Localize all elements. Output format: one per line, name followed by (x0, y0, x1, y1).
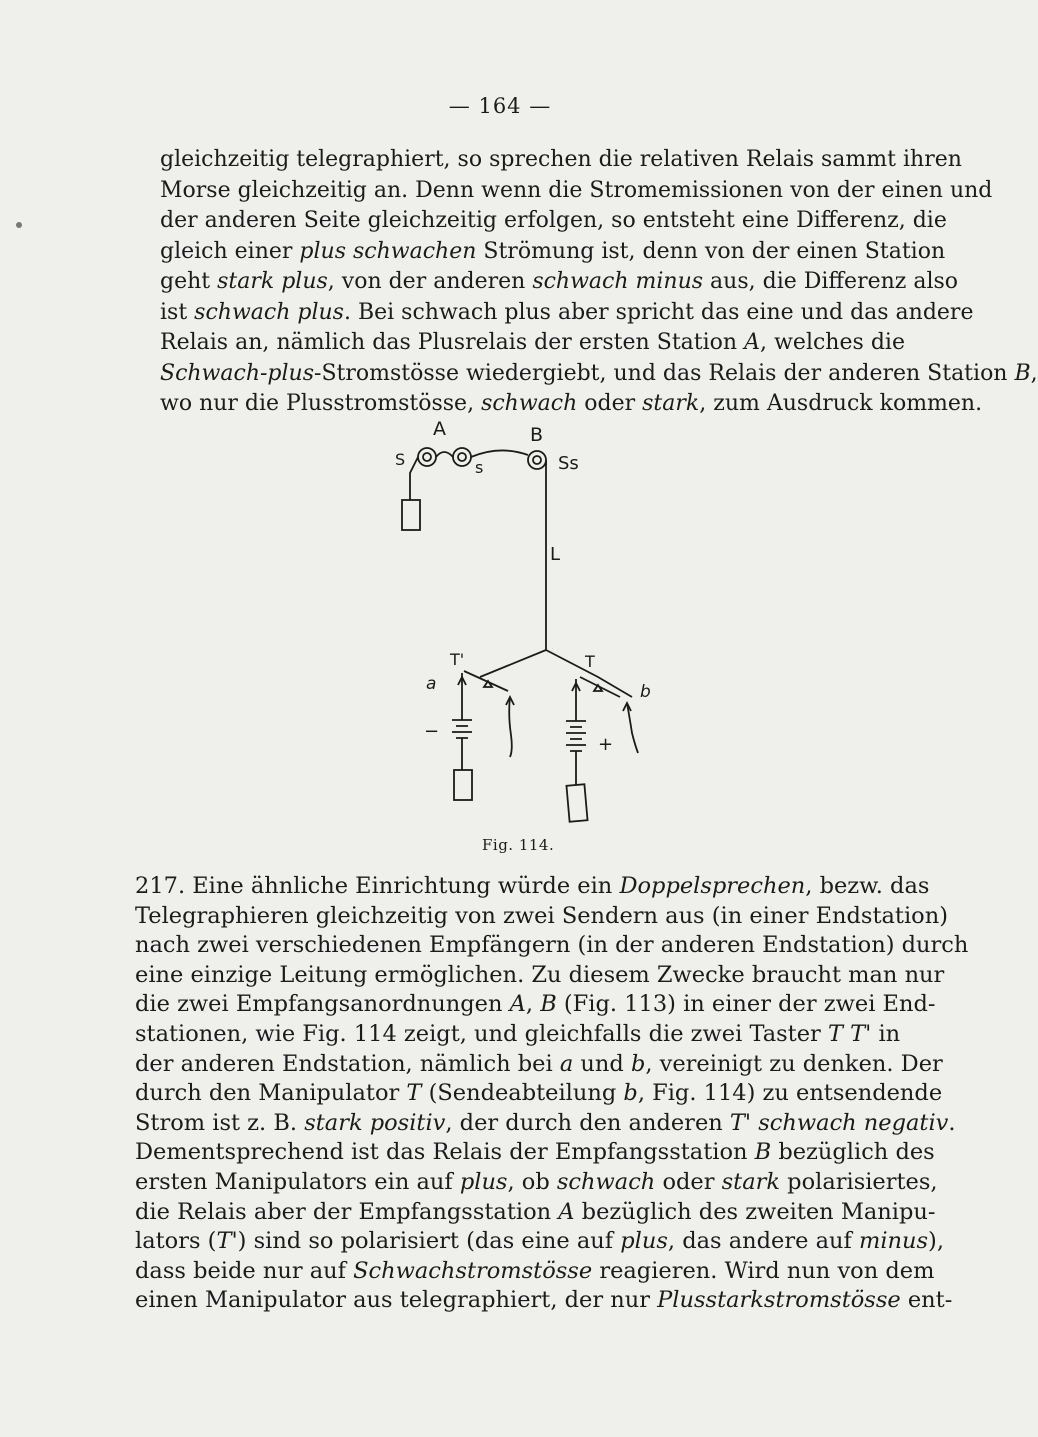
relay-core-3 (533, 456, 541, 464)
page-number: — 164 — (448, 94, 552, 118)
italic-text: A (558, 1198, 575, 1225)
text-segment: durch den Manipulator (135, 1080, 407, 1107)
label-plus: + (598, 734, 614, 755)
label-s: s (475, 458, 484, 477)
text-segment: die zwei Empfangsanordnungen (135, 991, 510, 1018)
text-segment: 217. Eine ähnliche Einrichtung würde ein (135, 873, 620, 899)
text-segment: Dementsprechend ist das Relais der Empfangsstation (135, 1139, 755, 1166)
text-segment: der anderen Endstation, nämlich bei (135, 1050, 560, 1077)
italic-text: A (509, 991, 526, 1018)
text-segment: Strom ist z. B. (135, 1109, 305, 1136)
relay-link (436, 452, 453, 457)
text-line (160, 359, 1038, 390)
text-line (135, 1020, 901, 1050)
text-line (160, 267, 959, 298)
text-segment: und (573, 1050, 631, 1077)
text-segment: lators ( (135, 1228, 217, 1255)
text-segment: dass beide nur auf (135, 1257, 354, 1284)
label-B: B (530, 424, 544, 446)
text-segment: (Fig. 113) in einer der zwei End- (556, 991, 936, 1018)
italic-text: stark plus (217, 269, 328, 294)
text-segment: aus, die Differenz also (703, 269, 959, 294)
label-minus: − (424, 721, 440, 742)
text-line (135, 931, 969, 961)
label-T-prime: T' (450, 650, 465, 669)
label-Ss: Ss (558, 453, 579, 474)
italic-text: T' schwach negativ (729, 1109, 949, 1136)
wire-a (509, 697, 512, 757)
text-segment: gleichzeitig telegraphiert, so sprechen die relativen Relais sammt ihren (160, 147, 962, 172)
text-line (135, 1286, 953, 1316)
margin-speck (16, 222, 22, 228)
italic-text: A (744, 330, 761, 355)
text-line (135, 1198, 936, 1228)
battery-right (566, 721, 586, 751)
text-line (135, 872, 930, 902)
text-segment: , das andere auf (667, 1228, 859, 1255)
top-line (471, 450, 528, 457)
italic-text: B (1014, 360, 1031, 386)
text-segment: ist (160, 299, 195, 325)
text-segment: . Bei schwach plus aber spricht das eine und das andere (343, 299, 974, 325)
text-segment: , welches die (760, 330, 905, 355)
text-line (135, 1227, 944, 1257)
italic-text: plus (620, 1228, 668, 1255)
text-line (135, 1138, 935, 1168)
relay-coil-2 (453, 448, 471, 466)
italic-text: Doppelsprechen (619, 873, 806, 899)
text-segment: oder (655, 1168, 722, 1195)
italic-text: minus (858, 1228, 929, 1255)
italic-text: T T' (827, 1020, 872, 1047)
wire-b (627, 703, 638, 753)
text-line (135, 1257, 935, 1287)
text-segment: , der durch den anderen (445, 1109, 730, 1136)
label-a: a (426, 674, 437, 694)
text-segment: stationen, wie Fig. 114 zeigt, und gleichfalls die zwei Taster (135, 1020, 828, 1047)
italic-text: stark positiv (304, 1109, 446, 1136)
text-segment: eine einzige Leitung ermöglichen. Zu diesem Zwecke braucht man nur (135, 961, 945, 988)
text-segment: reagieren. Wird nun von dem (592, 1257, 935, 1284)
italic-text: b (630, 1050, 646, 1077)
relay-core-1 (423, 453, 431, 461)
text-segment: , (1030, 360, 1038, 386)
text-segment: -Stromstösse wiedergiebt, und das Relais der anderen Station (314, 360, 1015, 386)
text-segment: der anderen Seite gleichzeitig erfolgen, so entsteht eine Differenz, die (160, 208, 947, 233)
italic-text: T' (216, 1228, 238, 1255)
text-segment: ent- (900, 1287, 953, 1314)
text-segment: die Relais aber der Empfangsstation (135, 1198, 559, 1225)
text-line (135, 1109, 956, 1139)
figure-caption: Fig. 114. (482, 836, 555, 854)
text-line (160, 328, 905, 359)
battery-left (452, 720, 472, 738)
text-line (135, 1168, 938, 1198)
italic-text: schwach (556, 1168, 656, 1195)
italic-text: schwach plus (194, 299, 344, 325)
text-segment: ), (928, 1228, 944, 1255)
text-segment: in (871, 1020, 901, 1047)
label-T: T (585, 652, 595, 671)
paragraph-2 (135, 872, 969, 1316)
relay-coil-1 (418, 448, 436, 466)
relay-core-2 (458, 453, 466, 461)
italic-text: Schwachstromstösse (353, 1257, 593, 1284)
text-line (135, 961, 945, 991)
circuit-diagram (380, 415, 670, 835)
text-segment: (Sendeabteilung (421, 1080, 624, 1107)
ground-box-a (454, 770, 472, 800)
italic-text: schwach minus (532, 269, 704, 294)
text-segment: , von der anderen (327, 269, 533, 294)
text-line (135, 990, 936, 1020)
text-segment: wo nur die Plusstromstösse, (160, 391, 482, 416)
morse-box-a (402, 500, 420, 530)
text-segment: , Fig. 114) zu entsendende (637, 1080, 943, 1107)
text-segment: Strömung ist, denn von der einen Station (476, 238, 946, 264)
text-segment: ) sind so polarisiert (das eine auf (237, 1228, 621, 1255)
text-segment: Telegraphieren gleichzeitig von zwei Sendern aus (in einer Endstation) (135, 902, 948, 929)
italic-text: b (623, 1080, 638, 1107)
text-line (135, 1050, 943, 1080)
italic-text: plus (459, 1168, 508, 1195)
italic-text: Schwach-plus (160, 360, 315, 386)
paragraph-1 (160, 145, 1038, 420)
text-line (160, 145, 962, 176)
left-drop (410, 457, 418, 500)
text-segment: Relais an, nämlich das Plusrelais der ersten Station (160, 330, 745, 355)
text-line (160, 298, 974, 329)
text-segment: polarisiertes, (780, 1168, 938, 1195)
italic-text: schwach (481, 391, 578, 416)
text-segment: , (525, 991, 541, 1018)
text-segment: Morse gleichzeitig an. Denn wenn die Stromemissionen von der einen und (160, 177, 993, 203)
text-line (135, 902, 948, 932)
text-segment: gleich einer (160, 238, 300, 264)
label-b: b (640, 682, 651, 702)
branch-left (480, 650, 546, 677)
text-segment: , vereinigt zu denken. Der (645, 1050, 943, 1077)
text-segment: nach zwei verschiedenen Empfängern (in der anderen Endstation) durch (135, 932, 969, 959)
text-segment: geht (160, 269, 218, 294)
label-A: A (433, 418, 446, 440)
text-segment: , bezw. das (805, 873, 930, 899)
text-segment: oder (577, 391, 643, 416)
italic-text: B (540, 991, 557, 1018)
text-line (160, 176, 993, 207)
italic-text: stark (721, 1168, 781, 1195)
ground-box-b (566, 784, 587, 821)
italic-text: stark (642, 391, 700, 416)
text-segment: . (948, 1109, 956, 1136)
italic-text: B (754, 1139, 772, 1166)
text-segment: bezüglich des zweiten Manipu- (574, 1198, 936, 1225)
text-segment: bezüglich des (771, 1139, 935, 1166)
italic-text: a (559, 1050, 574, 1077)
text-segment: , zum Ausdruck kommen. (699, 391, 983, 416)
italic-text: Plusstarkstromstösse (657, 1287, 901, 1314)
text-segment: einen Manipulator aus telegraphiert, der nur (135, 1287, 658, 1314)
italic-text: T (406, 1080, 422, 1107)
relay-coil-3 (528, 451, 546, 469)
text-line (135, 1079, 943, 1109)
label-S: S (395, 450, 406, 469)
text-segment: ersten Manipulators ein auf (135, 1168, 460, 1195)
text-line (160, 237, 946, 268)
italic-text: plus schwachen (299, 238, 477, 264)
text-segment: , ob (507, 1168, 557, 1195)
text-line (160, 206, 947, 237)
label-L: L (550, 544, 561, 565)
